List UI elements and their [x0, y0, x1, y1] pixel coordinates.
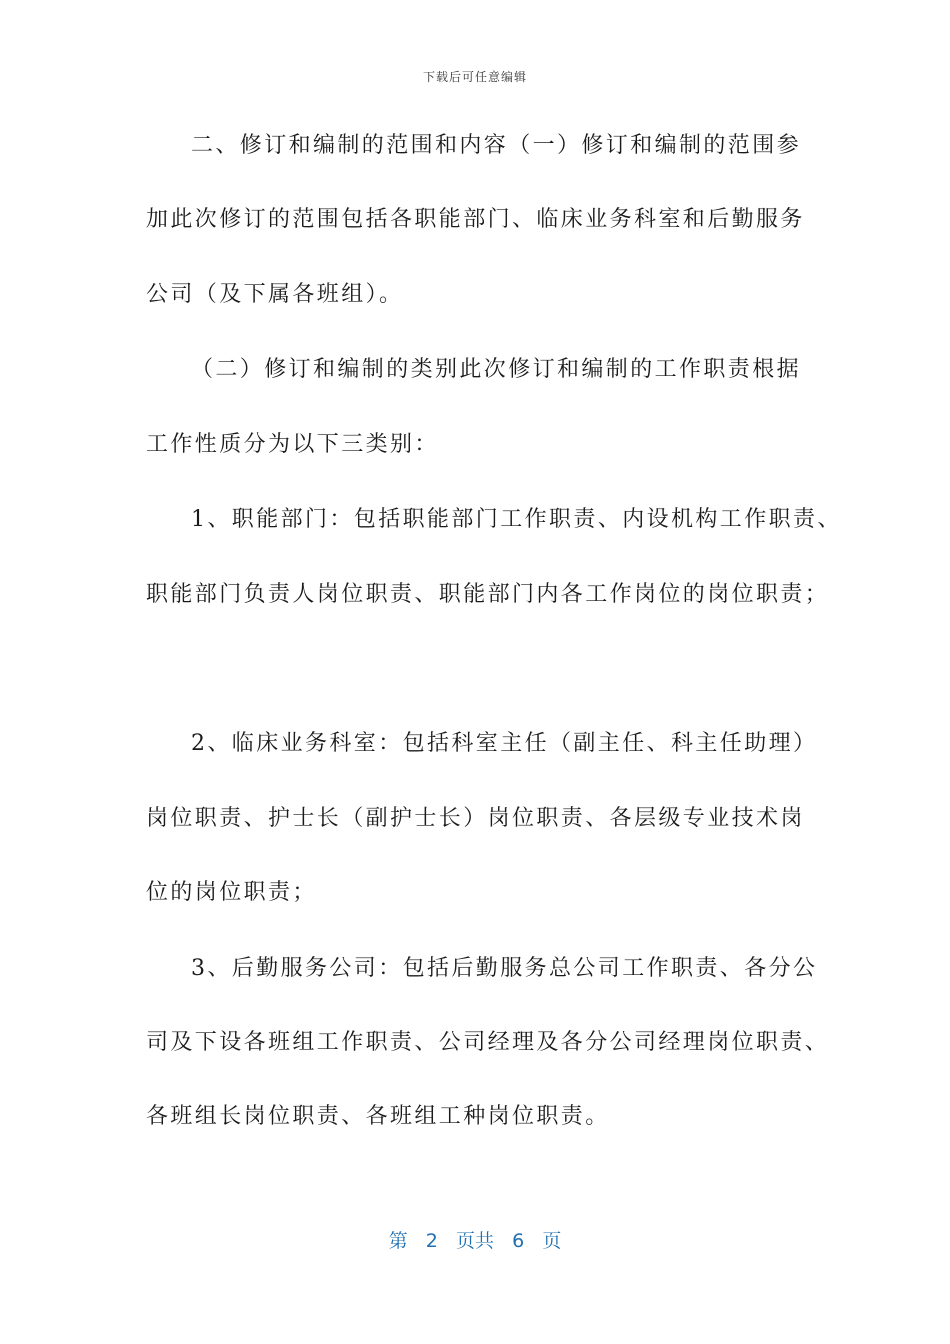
footer-prefix: 第: [388, 1230, 408, 1252]
paragraph-3-line-1: 1、职能部门：包括职能部门工作职责、内设机构工作职责、: [191, 507, 842, 532]
paragraph-1-line-2: 加此次修订的范围包括各职能部门、临床业务科室和后勤服务: [146, 207, 805, 232]
paragraph-5-line-3: 各班组长岗位职责、各班组工种岗位职责。: [146, 1104, 610, 1129]
paragraph-5-line-1: 3、后勤服务公司：包括后勤服务总公司工作职责、各分公: [191, 956, 818, 981]
paragraph-2-line-2: 工作性质分为以下三类别：: [146, 432, 439, 457]
paragraph-4-line-3: 位的岗位职责；: [146, 880, 317, 905]
footer-total-pages: 6: [512, 1230, 525, 1252]
paragraph-4-line-1: 2、临床业务科室：包括科室主任（副主任、科主任助理）: [191, 731, 818, 756]
paragraph-2-line-1: （二）修订和编制的类别此次修订和编制的工作职责根据: [191, 357, 802, 382]
paragraph-3-line-2: 职能部门负责人岗位职责、职能部门内各工作岗位的岗位职责；: [146, 582, 830, 607]
header-note: 下载后可任意编辑: [422, 70, 527, 84]
footer-middle: 页共: [455, 1230, 494, 1252]
paragraph-4-line-2: 岗位职责、护士长（副护士长）岗位职责、各层级专业技术岗: [146, 806, 805, 831]
paragraph-1-line-1: 二、修订和编制的范围和内容（一）修订和编制的范围参: [191, 133, 802, 158]
paragraph-1-line-3: 公司（及下属各班组）。: [146, 282, 404, 307]
footer-current-page: 2: [425, 1230, 438, 1252]
page-footer: [0, 1226, 950, 1253]
paragraph-5-line-2: 司及下设各班组工作职责、公司经理及各分公司经理岗位职责、: [146, 1030, 830, 1055]
footer-suffix: 页: [542, 1230, 562, 1252]
